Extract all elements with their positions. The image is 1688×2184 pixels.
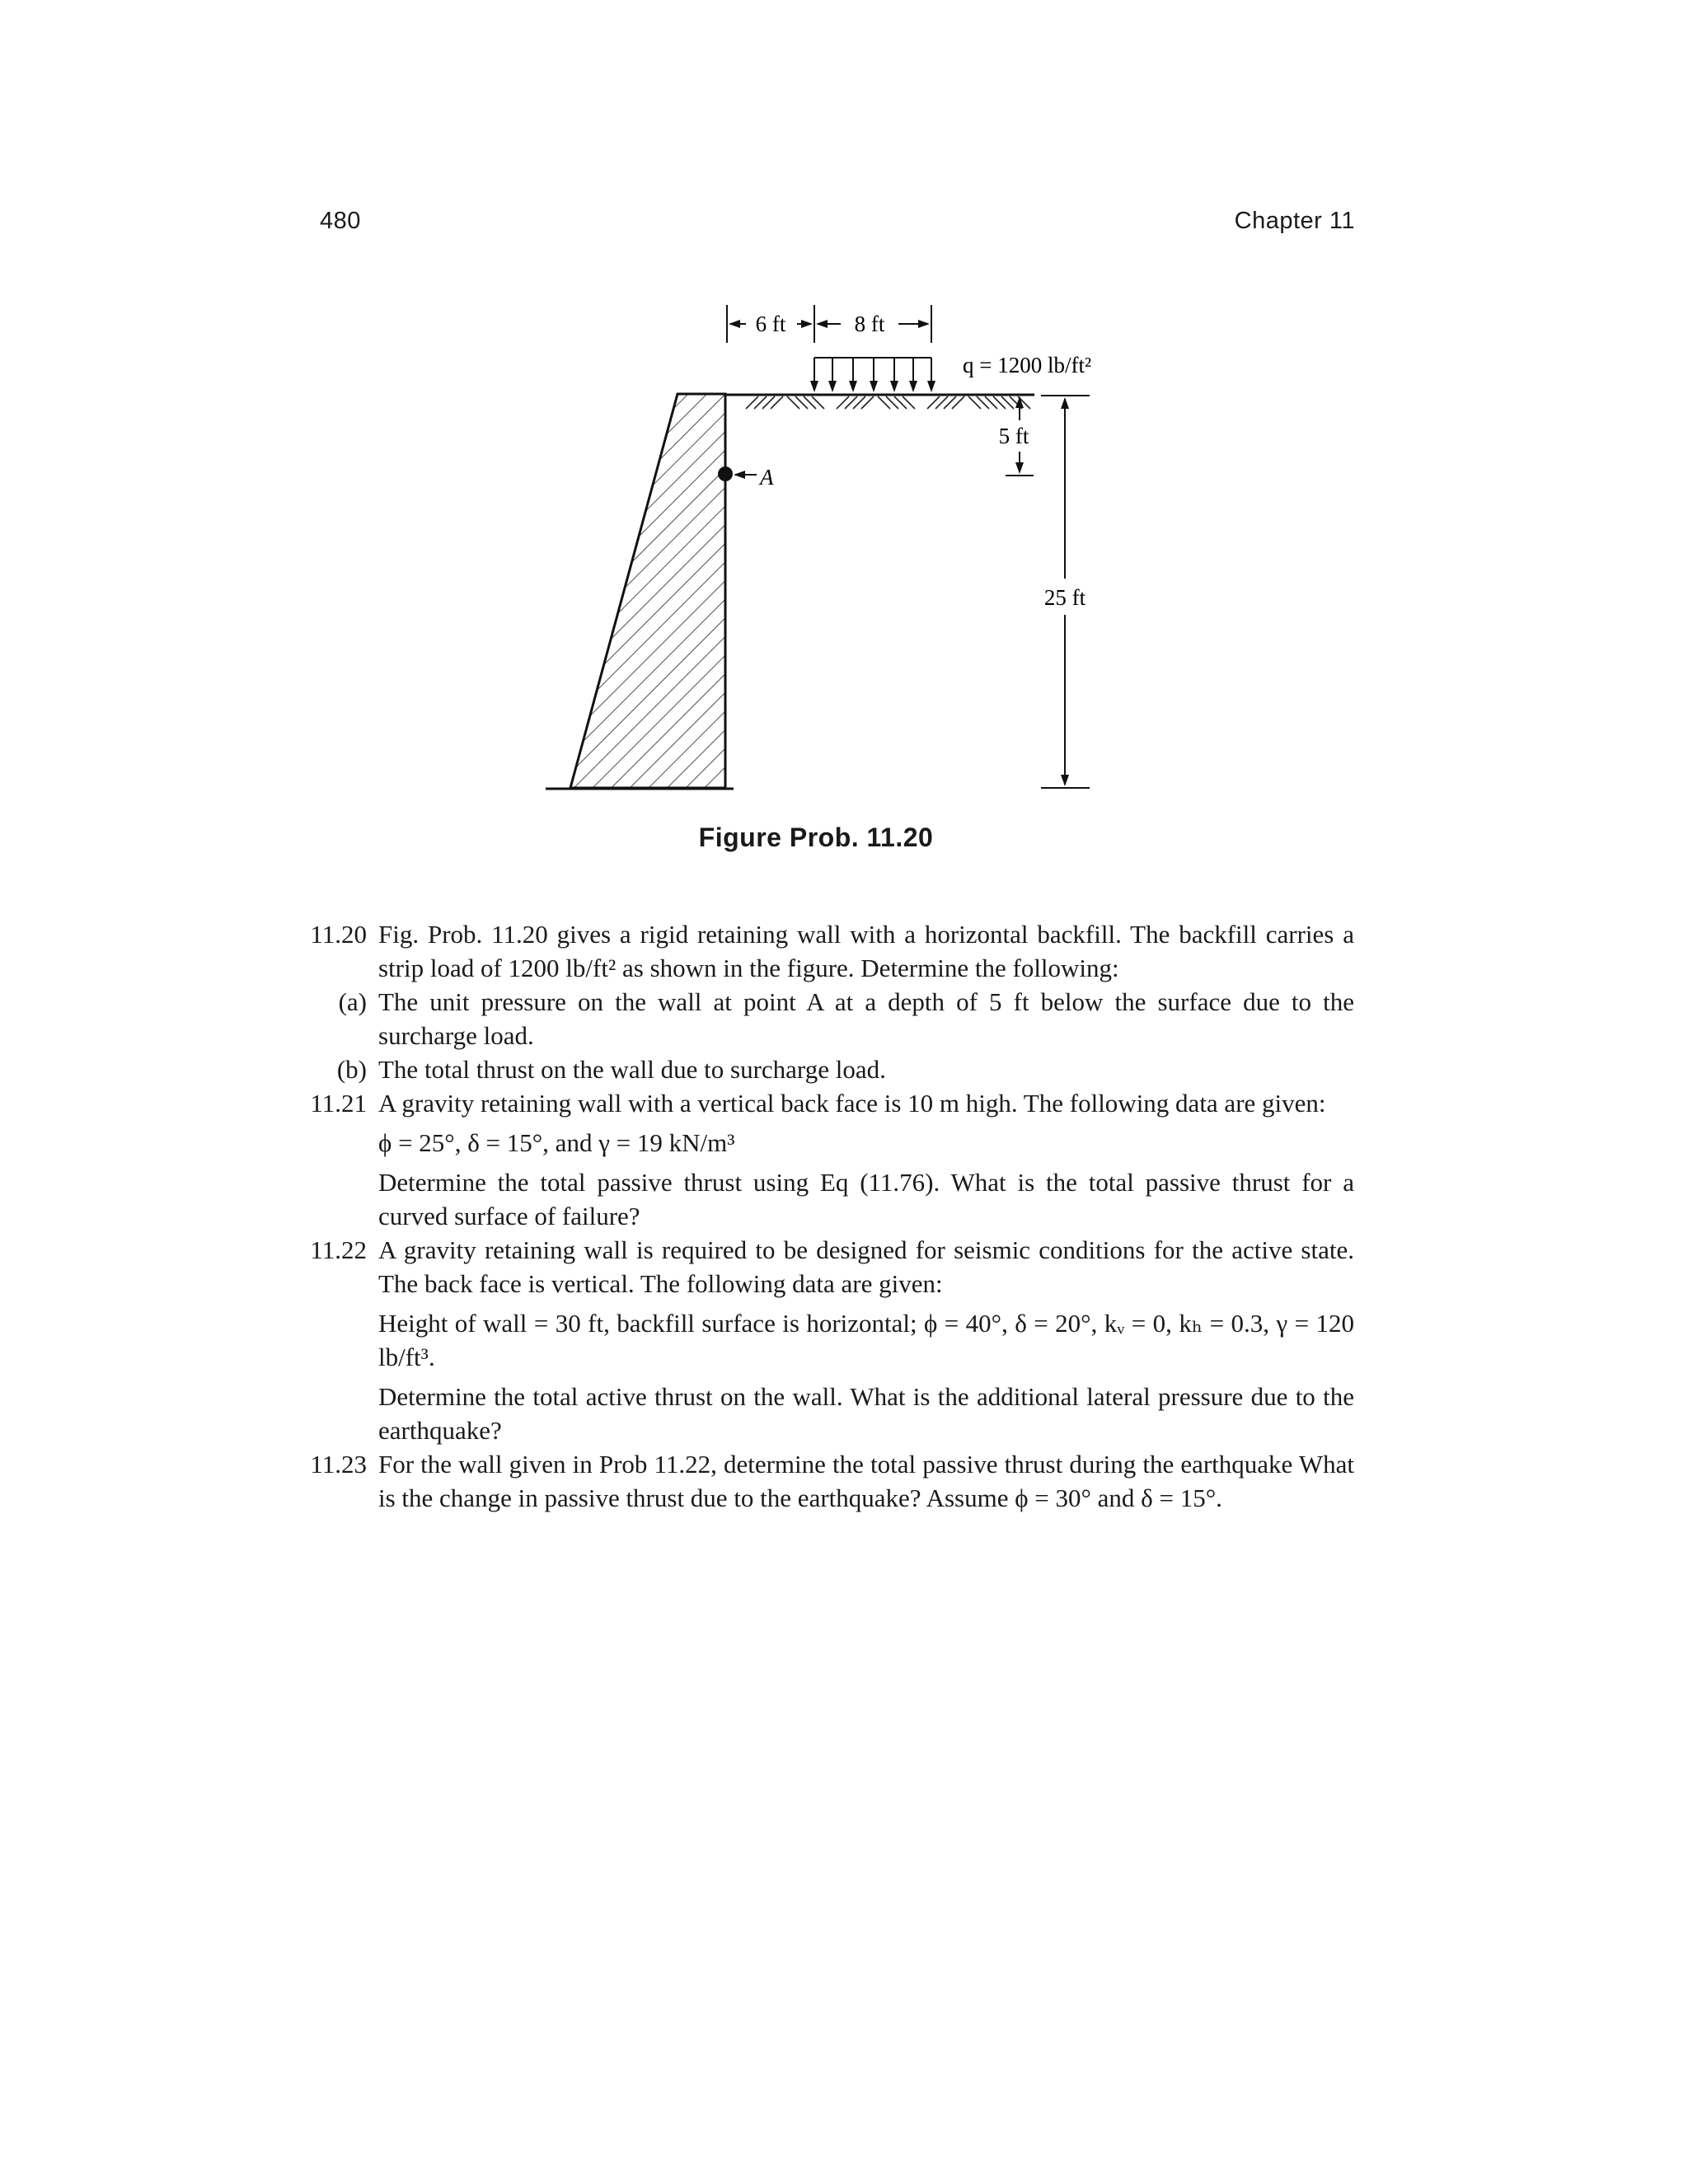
- retaining-wall: [570, 394, 725, 788]
- part-text: The unit pressure on the wall at point A at a depth of 5 ft below the surface due to the surcharge load.: [378, 987, 1354, 1050]
- problem-number: 11.21: [310, 1089, 367, 1118]
- problem-number: 11.22: [310, 1235, 367, 1264]
- problem-data: Height of wall = 30 ft, backfill surface is horizontal; ϕ = 40°, δ = 20°, kᵥ = 0, kₕ = 0.3, γ = 120 lb/ft³.: [378, 1309, 1354, 1371]
- dim-5ft-label: 5 ft: [998, 424, 1029, 448]
- problem-11-21: [307, 1086, 1354, 1233]
- dim-25ft-label: 25 ft: [1043, 585, 1086, 610]
- strip-load: [814, 358, 931, 382]
- problem-text-2: Determine the total active thrust on the wall. What is the additional lateral pressure due to the earthquake?: [378, 1382, 1354, 1445]
- problem-text-2: Determine the total passive thrust using Eq (11.76). What is the total passive thrust for a curved surface of failure?: [378, 1168, 1354, 1230]
- problem-number: 11.23: [310, 1450, 367, 1479]
- problem-number: 11.20: [310, 920, 367, 949]
- chapter-label: Chapter 11: [1234, 208, 1355, 234]
- problem-text: For the wall given in Prob 11.22, determine the total passive thrust during the earthquake What is the change in passive thrust due to the earthquake? Assume ϕ = 30° and δ = 15°.: [378, 1450, 1354, 1512]
- problem-list: [307, 917, 1354, 1515]
- problem-text: A gravity retaining wall is required to be designed for seismic conditions for the active state. The back face is vertical. The following data are given:: [378, 1235, 1354, 1298]
- figure-caption: Figure Prob. 11.20: [698, 823, 934, 852]
- problem-text: A gravity retaining wall with a vertical back face is 10 m high. The following data are given:: [378, 1089, 1326, 1118]
- soil-hatch: [746, 396, 1030, 409]
- problem-data: ϕ = 25°, δ = 15°, and γ = 19 kN/m³: [378, 1128, 735, 1157]
- point-a-marker: [718, 466, 733, 481]
- problem-part-a: [307, 985, 1354, 1052]
- problem-text: Fig. Prob. 11.20 gives a rigid retaining wall with a horizontal backfill. The backfill carries a strip load of 1200 lb/ft² as shown in the figure. Determine the following:: [378, 920, 1354, 982]
- problem-part-b: [307, 1052, 1354, 1086]
- part-label: (b): [336, 1055, 367, 1084]
- dim-8ft-label: 8 ft: [854, 312, 885, 336]
- problem-11-22: [307, 1233, 1354, 1447]
- point-a-label: A: [760, 465, 774, 490]
- problem-11-20: [307, 917, 1354, 985]
- retaining-wall-figure: [0, 0, 1688, 824]
- part-text: The total thrust on the wall due to surcharge load.: [378, 1055, 886, 1084]
- problem-11-23: [307, 1447, 1354, 1515]
- load-arrows: [810, 381, 935, 392]
- page-number: 480: [320, 208, 361, 234]
- load-label: q = 1200 lb/ft²: [963, 353, 1092, 377]
- part-label: (a): [338, 987, 367, 1016]
- dim-6ft-label: 6 ft: [755, 312, 786, 336]
